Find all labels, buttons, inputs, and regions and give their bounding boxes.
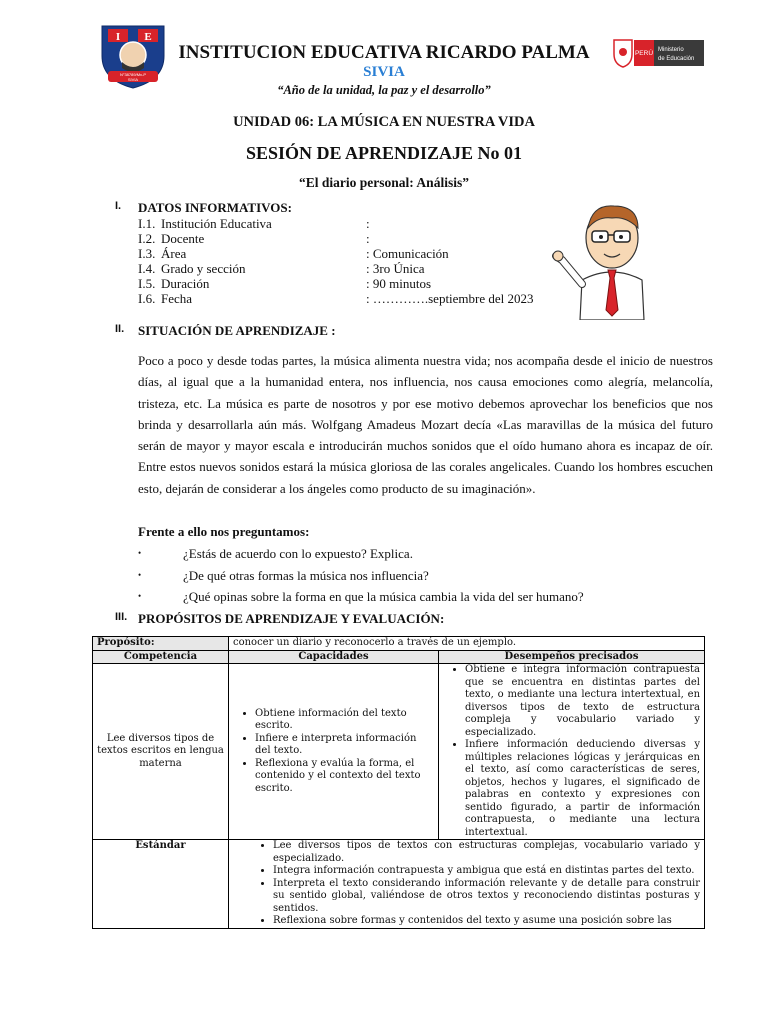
standard-item: • Reflexiona sobre formas y contenidos del texto y asume una posición sobre las	[273, 915, 700, 928]
svg-text:SIVIA: SIVIA	[127, 77, 139, 82]
section-2-heading	[0, 323, 768, 339]
capacity-item: • Reflexiona y evalúa la forma, el contenido y el contexto del texto escrito.	[255, 758, 434, 796]
performance-item: • Obtiene e integra información contrapuesta que se encuentra en distintas partes del texto, o mediante una lectura intertextual, en diversos tipos de texto de estructura compleja y vocabulario variado y especializado.	[465, 664, 700, 739]
standard-label: Estándar	[93, 840, 229, 929]
performances-cell	[439, 664, 705, 840]
unit-title: UNIDAD 06: LA MÚSICA EN NUESTRA VIDA	[233, 114, 535, 130]
section-3-heading	[0, 611, 768, 627]
table-header-row	[93, 650, 705, 664]
section-title: SITUACIÓN DE APRENDIZAJE :	[138, 323, 336, 338]
purpose-value: conocer un diario y reconocerlo a través de un ejemplo.	[229, 637, 705, 651]
standard-item: • Lee diversos tipos de textos con estructuras complejas, vocabulario variado y especializado.	[273, 840, 700, 865]
year-motto: “Año de la unidad, la paz y el desarrollo”	[277, 83, 491, 97]
standards-cell	[229, 840, 705, 929]
svg-text:PERÚ: PERÚ	[634, 50, 654, 57]
column-header: Desempeños precisados	[439, 650, 705, 664]
svg-text:N°38789/Mx-P: N°38789/Mx-P	[119, 72, 147, 77]
purpose-row	[93, 637, 705, 651]
svg-text:Ministerio: Ministerio	[658, 47, 684, 53]
standard-item: • Integra información contrapuesta y ambigua que está en distintas partes del texto.	[273, 865, 700, 878]
questions-heading: Frente a ello nos preguntamos:	[138, 524, 310, 539]
purpose-label: Propósito:	[93, 637, 229, 651]
session-subtitle: “El diario personal: Análisis”	[299, 175, 469, 190]
capacity-item: • Infiere e interpreta información del texto.	[255, 733, 434, 758]
capacities-cell	[229, 664, 439, 840]
column-header: Capacidades	[229, 650, 439, 664]
purposes-table	[92, 636, 705, 929]
teacher-cartoon-illustration	[552, 198, 672, 320]
situation-paragraph: Poco a poco y desde todas partes, la música alimenta nuestra vida; nos acompaña desde el inicio de nuestros días, al igual que a la humanidad entera, nos influencia, nos causa emociones como alegría, melancolía, tristeza, etc. La música es parte de nosotros y por ese motivo debemos aprovechar los beneficios que nos brinda y desarrollarla aún más. Wolfgang Amadeus Mozart decía «Las maravillas de la música del futuro serán de mayor y mayor escala e introducirán muchos sonidos que el oído humano ahora es incapaz de oír. Entre estos nuevos sonidos estará la música gloriosa de las corales angelicales. Cuando los hombres escuchen esto, dejarán de considerar a los ángeles como producto de su imaginación».	[138, 353, 713, 496]
svg-text:I: I	[115, 31, 121, 43]
section-number: III.	[115, 611, 128, 623]
svg-text:E: E	[144, 31, 152, 43]
performance-item: • Infiere información deduciendo diversas y múltiples relaciones lógicas y jerárquicas en el texto, así como características de seres, objetos, hechos y lugares, el significado de palabras en contexto y expresiones con sentido figurado, a partir de información contrapuesta, o mediante una lectura intertextual.	[465, 739, 700, 839]
competence-cell: Lee diversos tipos de textos escritos en lengua materna	[93, 664, 229, 840]
school-place: SIVIA	[363, 64, 405, 80]
svg-text:de Educación: de Educación	[658, 56, 695, 62]
section-number: II.	[115, 323, 125, 335]
competence-row	[93, 664, 705, 840]
column-header: Competencia	[93, 650, 229, 664]
capacity-item: • Obtiene información del texto escrito.	[255, 708, 434, 733]
session-title: SESIÓN DE APRENDIZAJE No 01	[245, 143, 523, 163]
school-name: INSTITUCION EDUCATIVA RICARDO PALMA	[178, 42, 590, 63]
standard-item: • Interpreta el texto considerando información relevante y de detalle para construir su sentido global, valiéndose de otros textos y reconociendo distintas posturas y sentidos.	[273, 878, 700, 916]
section-title: PROPÓSITOS DE APRENDIZAJE Y EVALUACIÓN:	[138, 611, 445, 626]
section-title: DATOS INFORMATIVOS:	[138, 200, 292, 215]
standard-row	[93, 840, 705, 929]
section-number: I.	[115, 200, 122, 212]
